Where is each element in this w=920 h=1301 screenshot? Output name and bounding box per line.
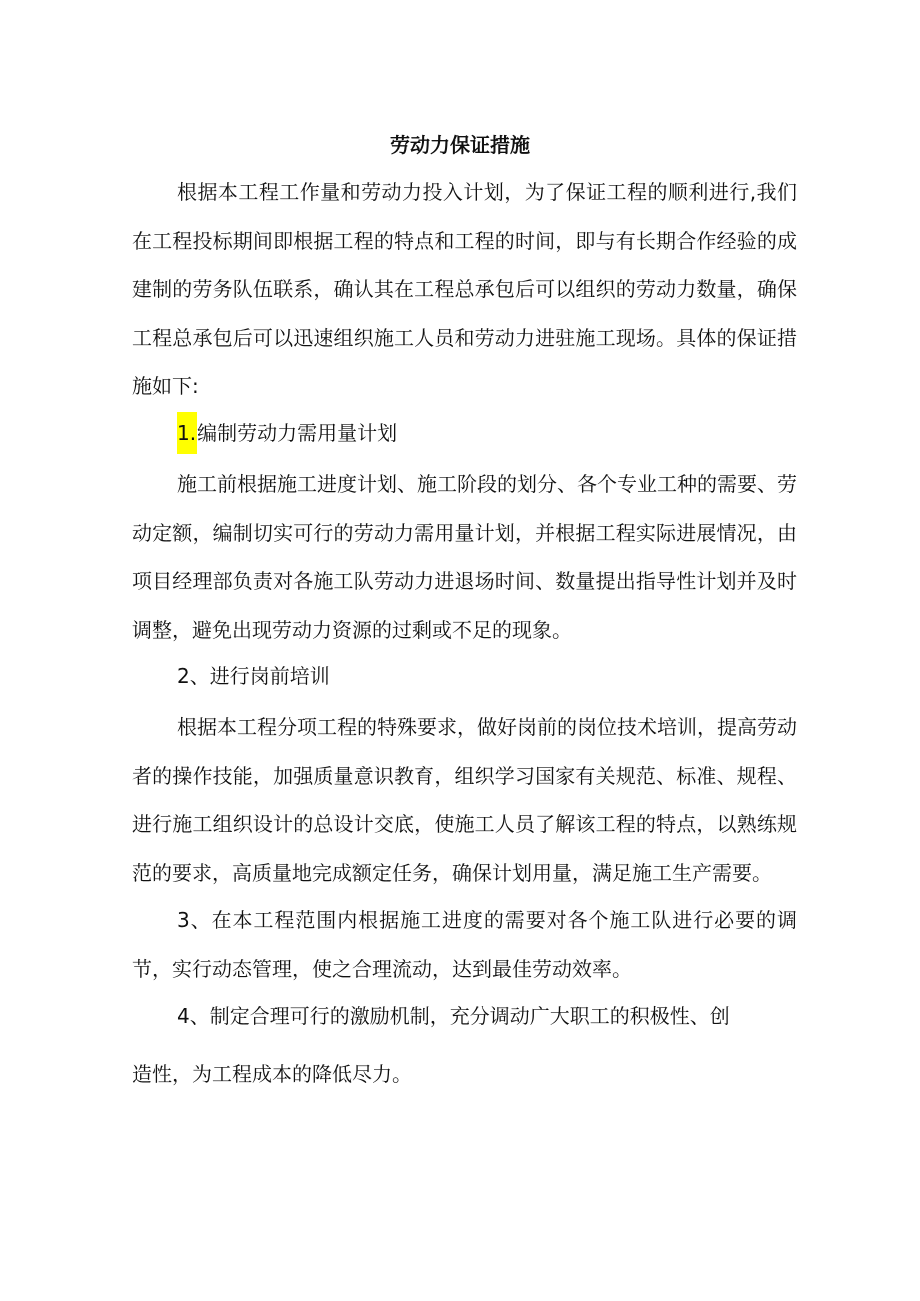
section-1-heading (177, 418, 397, 454)
section-3-body: 3、在本工程范围内根据施工进度的需要对各个施工队进行必要的调节，实行动态管理，使之合理流动，达到最佳劳动效率。 (132, 908, 797, 981)
intro-paragraph: 根据本工程工作量和劳动力投入计划，为了保证工程的顺利进行,我们在工程投标期间即根据工程的特点和工程的时间，即与有长期合作经验的成建制的劳务队伍联系，确认其在工程总承包后可以组织的劳动力数量，确保工程总承包后可以迅速组织施工人员和劳动力进驻施工现场。具体的保证措施如下: (132, 180, 797, 398)
section-1-body: 施工前根据施工进度计划、施工阶段的划分、各个专业工种的需要、劳动定额，编制切实可行的劳动力需用量计划，并根据工程实际进展情况，由项目经理部负责对各施工队劳动力进退场时间、数量提出指导性计划并及时调整，避免出现劳动力资源的过剩或不足的现象。 (132, 472, 797, 642)
section-1-heading-text: 编制劳动力需用量计划 (197, 421, 398, 445)
section-4-line-2: 造性，为工程成本的降低尽力。 (132, 1062, 412, 1086)
section-4-line-1: 4、制定合理可行的激励机制，充分调动广大职工的积极性、创 (177, 1004, 730, 1028)
section-1-number: 1. (177, 412, 197, 454)
section-2-body: 根据本工程分项工程的特殊要求，做好岗前的岗位技术培训，提高劳动者的操作技能，加强质量意识教育，组织学习国家有关规范、标准、规程、进行施工组织设计的总设计交底，使施工人员了解该工程的特点，以熟练规范的要求，高质量地完成额定任务，确保计划用量，满足施工生产需要。 (132, 715, 797, 885)
section-2-heading: 2、进行岗前培训 (177, 664, 330, 688)
document-title: 劳动力保证措施 (390, 133, 530, 157)
